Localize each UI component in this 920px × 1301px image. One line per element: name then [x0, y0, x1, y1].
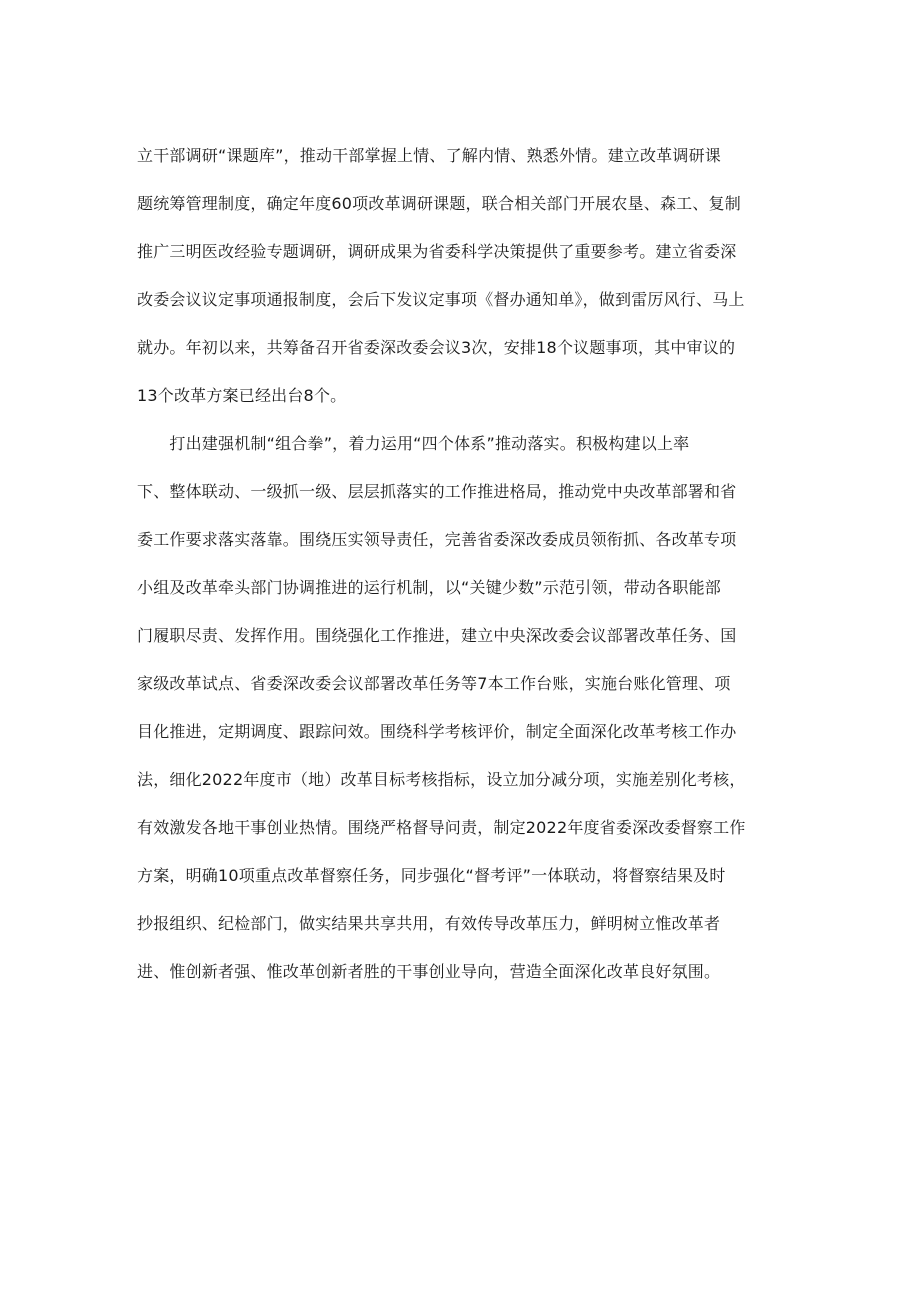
paragraph-2-line: 委工作要求落实落靠。围绕压实领导责任，完善省委深改委成员领衔抓、各改革专项 [137, 530, 737, 549]
paragraph-2-line: 门履职尽责、发挥作用。围绕强化工作推进，建立中央深改委会议部署改革任务、国 [137, 626, 737, 645]
paragraph-2-line: 家级改革试点、省委深改委会议部署改革任务等7本工作台账，实施台账化管理、项 [137, 674, 731, 693]
paragraph-1-line: 立干部调研“课题库”，推动干部掌握上情、了解内情、熟悉外情。建立改革调研课 [137, 146, 721, 165]
paragraph-2-line: 目化推进，定期调度、跟踪问效。围绕科学考核评价，制定全面深化改革考核工作办 [137, 722, 737, 741]
paragraph-2-line: 抄报组织、纪检部门，做实结果共享共用，有效传导改革压力，鲜明树立惟改革者 [137, 914, 721, 933]
paragraph-2-line: 法，细化2022年度市（地）改革目标考核指标，设立加分减分项，实施差别化考核， [137, 770, 746, 789]
paragraph-2-line: 打出建强机制“组合拳”，着力运用“四个体系”推动落实。积极构建以上率 [137, 434, 690, 453]
paragraph-1-line: 就办。年初以来，共筹备召开省委深改委会议3次，安排18个议题事项，其中审议的 [137, 338, 736, 357]
paragraph-2 [137, 420, 787, 996]
paragraph-1-line: 推广三明医改经验专题调研，调研成果为省委科学决策提供了重要参考。建立省委深 [137, 242, 737, 261]
paragraph-1-line: 改委会议议定事项通报制度，会后下发议定事项《督办通知单》，做到雷厉风行、马上 [137, 290, 745, 309]
paragraph-1-line: 13个改革方案已经出台8个。 [137, 386, 347, 405]
paragraph-2-line: 进、惟创新者强、惟改革创新者胜的干事创业导向，营造全面深化改革良好氛围。 [137, 962, 721, 981]
paragraph-1 [137, 132, 787, 420]
paragraph-2-line: 小组及改革牵头部门协调推进的运行机制，以“关键少数”示范引领，带动各职能部 [137, 578, 721, 597]
paragraph-2-line: 方案，明确10项重点改革督察任务，同步强化“督考评”一体联动，将督察结果及时 [137, 866, 726, 885]
paragraph-2-line: 下、整体联动、一级抓一级、层层抓落实的工作推进格局，推动党中央改革部署和省 [137, 482, 737, 501]
paragraph-1-line: 题统筹管理制度，确定年度60项改革调研课题，联合相关部门开展农垦、森工、复制 [137, 194, 741, 213]
paragraph-2-line: 有效激发各地干事创业热情。围绕严格督导问责，制定2022年度省委深改委督察工作 [137, 818, 746, 837]
